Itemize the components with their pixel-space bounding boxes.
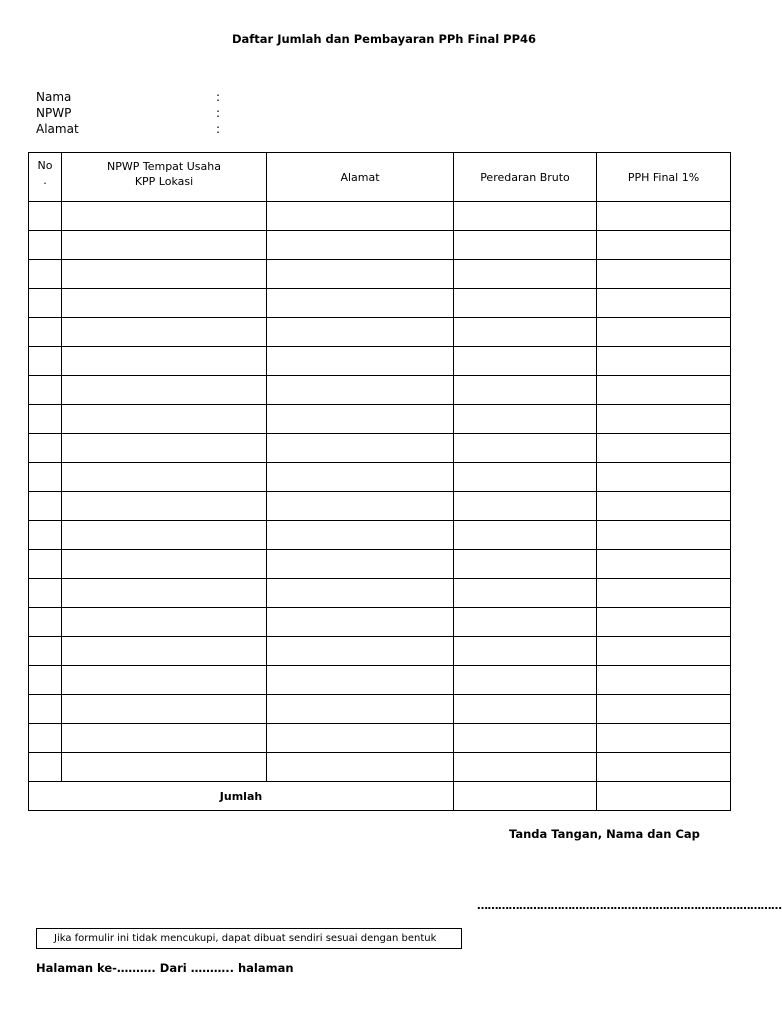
cell-no[interactable] [29,666,62,695]
cell-pph-final[interactable] [597,666,731,695]
cell-alamat[interactable] [267,347,454,376]
header-alamat: Alamat [267,153,454,202]
cell-peredaran-bruto[interactable] [454,260,597,289]
cell-pph-final[interactable] [597,608,731,637]
cell-peredaran-bruto[interactable] [454,376,597,405]
cell-alamat[interactable] [267,521,454,550]
cell-alamat[interactable] [267,579,454,608]
cell-no[interactable] [29,579,62,608]
cell-peredaran-bruto[interactable] [454,666,597,695]
cell-npwp[interactable] [62,405,267,434]
cell-pph-final[interactable] [597,753,731,782]
cell-npwp[interactable] [62,376,267,405]
table-row [29,318,731,347]
cell-npwp[interactable] [62,434,267,463]
info-row-alamat [36,121,236,137]
cell-peredaran-bruto[interactable] [454,434,597,463]
cell-alamat[interactable] [267,492,454,521]
cell-pph-final[interactable] [597,724,731,753]
cell-peredaran-bruto[interactable] [454,637,597,666]
cell-peredaran-bruto[interactable] [454,231,597,260]
header-peredaran-bruto: Peredaran Bruto [454,153,597,202]
info-colon: : [216,106,221,120]
cell-pph-final[interactable] [597,347,731,376]
cell-pph-final[interactable] [597,260,731,289]
cell-no[interactable] [29,289,62,318]
cell-npwp[interactable] [62,695,267,724]
cell-peredaran-bruto[interactable] [454,405,597,434]
table-row [29,405,731,434]
cell-no[interactable] [29,347,62,376]
cell-no[interactable] [29,695,62,724]
header-no: No . [29,153,62,202]
cell-peredaran-bruto[interactable] [454,289,597,318]
cell-no[interactable] [29,492,62,521]
info-row-nama [36,89,236,105]
cell-no[interactable] [29,550,62,579]
info-colon: : [216,122,221,136]
table-row [29,608,731,637]
cell-no[interactable] [29,521,62,550]
note-box: Jika formulir ini tidak mencukupi, dapat dibuat sendiri sesuai dengan bentuk [36,928,462,949]
total-label: Jumlah [29,782,454,811]
cell-no[interactable] [29,376,62,405]
table-row [29,492,731,521]
cell-peredaran-bruto[interactable] [454,492,597,521]
cell-peredaran-bruto[interactable] [454,579,597,608]
cell-alamat[interactable] [267,463,454,492]
cell-no[interactable] [29,434,62,463]
signature-line: …………………………………………………………………………… [477,899,782,912]
table-row [29,231,731,260]
table-row [29,579,731,608]
cell-npwp[interactable] [62,347,267,376]
cell-npwp[interactable] [62,318,267,347]
cell-no[interactable] [29,753,62,782]
cell-no[interactable] [29,231,62,260]
cell-npwp[interactable] [62,492,267,521]
table-row [29,637,731,666]
cell-pph-final[interactable] [597,695,731,724]
cell-peredaran-bruto[interactable] [454,318,597,347]
cell-alamat[interactable] [267,231,454,260]
info-row-npwp [36,105,236,121]
info-label-nama: Nama [36,90,72,104]
cell-npwp[interactable] [62,202,267,231]
page-number: Halaman ke-………. Dari ……….. halaman [36,961,294,975]
cell-no[interactable] [29,463,62,492]
cell-pph-final[interactable] [597,550,731,579]
cell-no[interactable] [29,318,62,347]
cell-npwp[interactable] [62,231,267,260]
cell-pph-final[interactable] [597,202,731,231]
cell-pph-final[interactable] [597,521,731,550]
cell-pph-final[interactable] [597,289,731,318]
cell-npwp[interactable] [62,666,267,695]
cell-alamat[interactable] [267,202,454,231]
cell-pph-final[interactable] [597,492,731,521]
table-row [29,434,731,463]
cell-npwp[interactable] [62,260,267,289]
info-colon: : [216,90,221,104]
cell-no[interactable] [29,608,62,637]
table-row [29,260,731,289]
cell-no[interactable] [29,637,62,666]
cell-no[interactable] [29,405,62,434]
document-title: Daftar Jumlah dan Pembayaran PPh Final PP46 [231,32,537,46]
table-row [29,724,731,753]
taxpayer-info [36,89,236,137]
table-row [29,347,731,376]
cell-no[interactable] [29,260,62,289]
cell-peredaran-bruto[interactable] [454,608,597,637]
table-header-row [29,153,731,202]
cell-alamat[interactable] [267,666,454,695]
table-row [29,753,731,782]
total-pph-cell[interactable] [597,782,731,811]
cell-npwp[interactable] [62,753,267,782]
cell-npwp[interactable] [62,463,267,492]
cell-pph-final[interactable] [597,434,731,463]
cell-npwp[interactable] [62,637,267,666]
header-npwp: NPWP Tempat Usaha KPP Lokasi [62,153,267,202]
signature-label: Tanda Tangan, Nama dan Cap [509,827,700,841]
cell-npwp[interactable] [62,289,267,318]
table-row [29,521,731,550]
cell-peredaran-bruto[interactable] [454,347,597,376]
cell-alamat[interactable] [267,695,454,724]
cell-alamat[interactable] [267,550,454,579]
cell-peredaran-bruto[interactable] [454,521,597,550]
cell-npwp[interactable] [62,724,267,753]
cell-npwp[interactable] [62,521,267,550]
cell-no[interactable] [29,202,62,231]
cell-peredaran-bruto[interactable] [454,550,597,579]
table-row [29,376,731,405]
table-row [29,550,731,579]
table-body [29,202,731,811]
cell-pph-final[interactable] [597,637,731,666]
cell-alamat[interactable] [267,318,454,347]
cell-pph-final[interactable] [597,231,731,260]
cell-peredaran-bruto[interactable] [454,695,597,724]
cell-alamat[interactable] [267,260,454,289]
cell-pph-final[interactable] [597,463,731,492]
table-row [29,202,731,231]
cell-alamat[interactable] [267,608,454,637]
cell-alamat[interactable] [267,724,454,753]
total-peredaran-cell[interactable] [454,782,597,811]
cell-no[interactable] [29,724,62,753]
table-row [29,289,731,318]
cell-peredaran-bruto[interactable] [454,724,597,753]
info-label-alamat: Alamat [36,122,79,136]
cell-alamat[interactable] [267,434,454,463]
cell-alamat[interactable] [267,289,454,318]
cell-pph-final[interactable] [597,405,731,434]
cell-pph-final[interactable] [597,376,731,405]
cell-npwp[interactable] [62,608,267,637]
cell-alamat[interactable] [267,753,454,782]
cell-pph-final[interactable] [597,318,731,347]
table-row [29,695,731,724]
cell-peredaran-bruto[interactable] [454,463,597,492]
table-row [29,666,731,695]
info-label-npwp: NPWP [36,106,72,120]
cell-alamat[interactable] [267,405,454,434]
cell-peredaran-bruto[interactable] [454,753,597,782]
cell-npwp[interactable] [62,579,267,608]
payment-table [28,152,731,811]
cell-npwp[interactable] [62,550,267,579]
header-pph-final: PPH Final 1% [597,153,731,202]
cell-pph-final[interactable] [597,579,731,608]
table-total-row [29,782,731,811]
cell-peredaran-bruto[interactable] [454,202,597,231]
table-row [29,463,731,492]
cell-alamat[interactable] [267,637,454,666]
cell-alamat[interactable] [267,376,454,405]
